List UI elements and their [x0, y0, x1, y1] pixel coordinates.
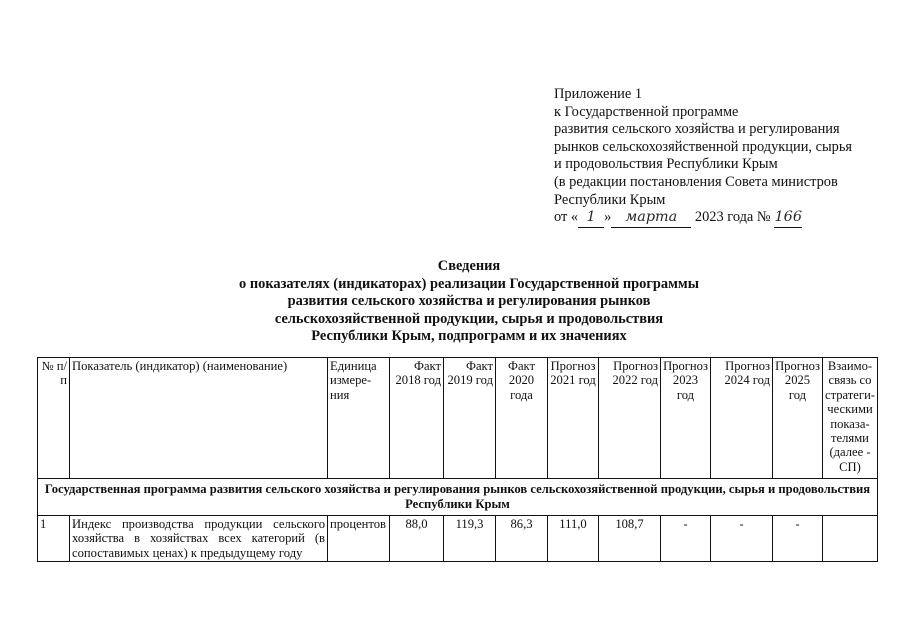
header-sp: Взаимо-связь со стратеги-ческими показа-телями (далее - СП): [823, 358, 878, 479]
date-close: »: [604, 209, 612, 226]
cell-num: 1: [38, 516, 70, 562]
cell-2024: -: [711, 516, 773, 562]
date-year-text: 2023 года №: [694, 209, 771, 226]
appendix-block: [554, 86, 884, 228]
cell-2022: 108,7: [599, 516, 661, 562]
handwritten-month: марта: [611, 209, 691, 228]
header-row: [38, 358, 878, 479]
appendix-line: (в редакции постановления Совета министров: [554, 173, 838, 190]
header-indicator: Показатель (индикатор) (наименование): [70, 358, 328, 479]
title-line: о показателях (индикаторах) реализации Государственной программы: [239, 275, 699, 292]
header-2020: Факт 2020 года: [496, 358, 548, 479]
cell-2023: -: [661, 516, 711, 562]
header-num: № п/п: [38, 358, 70, 479]
cell-sp: [823, 516, 878, 562]
header-2018: Факт 2018 год: [390, 358, 444, 479]
header-2025: Прогноз 2025 год: [773, 358, 823, 479]
appendix-line: и продовольствия Республики Крым: [554, 156, 778, 173]
header-2019: Факт 2019 год: [444, 358, 496, 479]
cell-2020: 86,3: [496, 516, 548, 562]
table-row: [38, 516, 878, 562]
title-line: Республики Крым, подпрограмм и их значениях: [311, 328, 627, 345]
header-2022: Прогноз 2022 год: [599, 358, 661, 479]
cell-2019: 119,3: [444, 516, 496, 562]
appendix-date-line: [554, 209, 884, 228]
document-title: [150, 258, 788, 346]
header-2024: Прогноз 2024 год: [711, 358, 773, 479]
header-2023: Прогноз 2023 год: [661, 358, 711, 479]
cell-unit: процентов: [328, 516, 390, 562]
header-unit: Единица измере-ния: [328, 358, 390, 479]
cell-2025: -: [773, 516, 823, 562]
date-prefix: от «: [554, 209, 579, 226]
cell-2021: 111,0: [548, 516, 599, 562]
indicators-table: [37, 357, 878, 562]
appendix-line: Приложение 1: [554, 86, 643, 102]
title-line: Сведения: [437, 258, 501, 274]
appendix-line: рынков сельскохозяйственной продукции, сырья: [554, 138, 853, 155]
section-title: Государственная программа развития сельского хозяйства и регулирования рынков сельскохозяйственной продукции, сырья и продовольствия Республики Крым: [38, 479, 878, 516]
handwritten-day: 1: [578, 209, 604, 228]
section-row: [38, 479, 878, 516]
appendix-line: развития сельского хозяйства и регулирования: [554, 121, 840, 138]
cell-2018: 88,0: [390, 516, 444, 562]
header-2021: Прогноз 2021 год: [548, 358, 599, 479]
appendix-line: к Государственной программе: [554, 103, 739, 120]
title-line: развития сельского хозяйства и регулирования рынков: [287, 293, 651, 310]
appendix-line: Республики Крым: [554, 191, 666, 208]
handwritten-number: 166: [774, 209, 802, 228]
title-line: сельскохозяйственной продукции, сырья и продовольствия: [274, 310, 664, 327]
cell-indicator: Индекс производства продукции сельского хозяйства в хозяйствах всех категорий (в сопоставимых ценах) к предыдущему году: [70, 516, 328, 562]
